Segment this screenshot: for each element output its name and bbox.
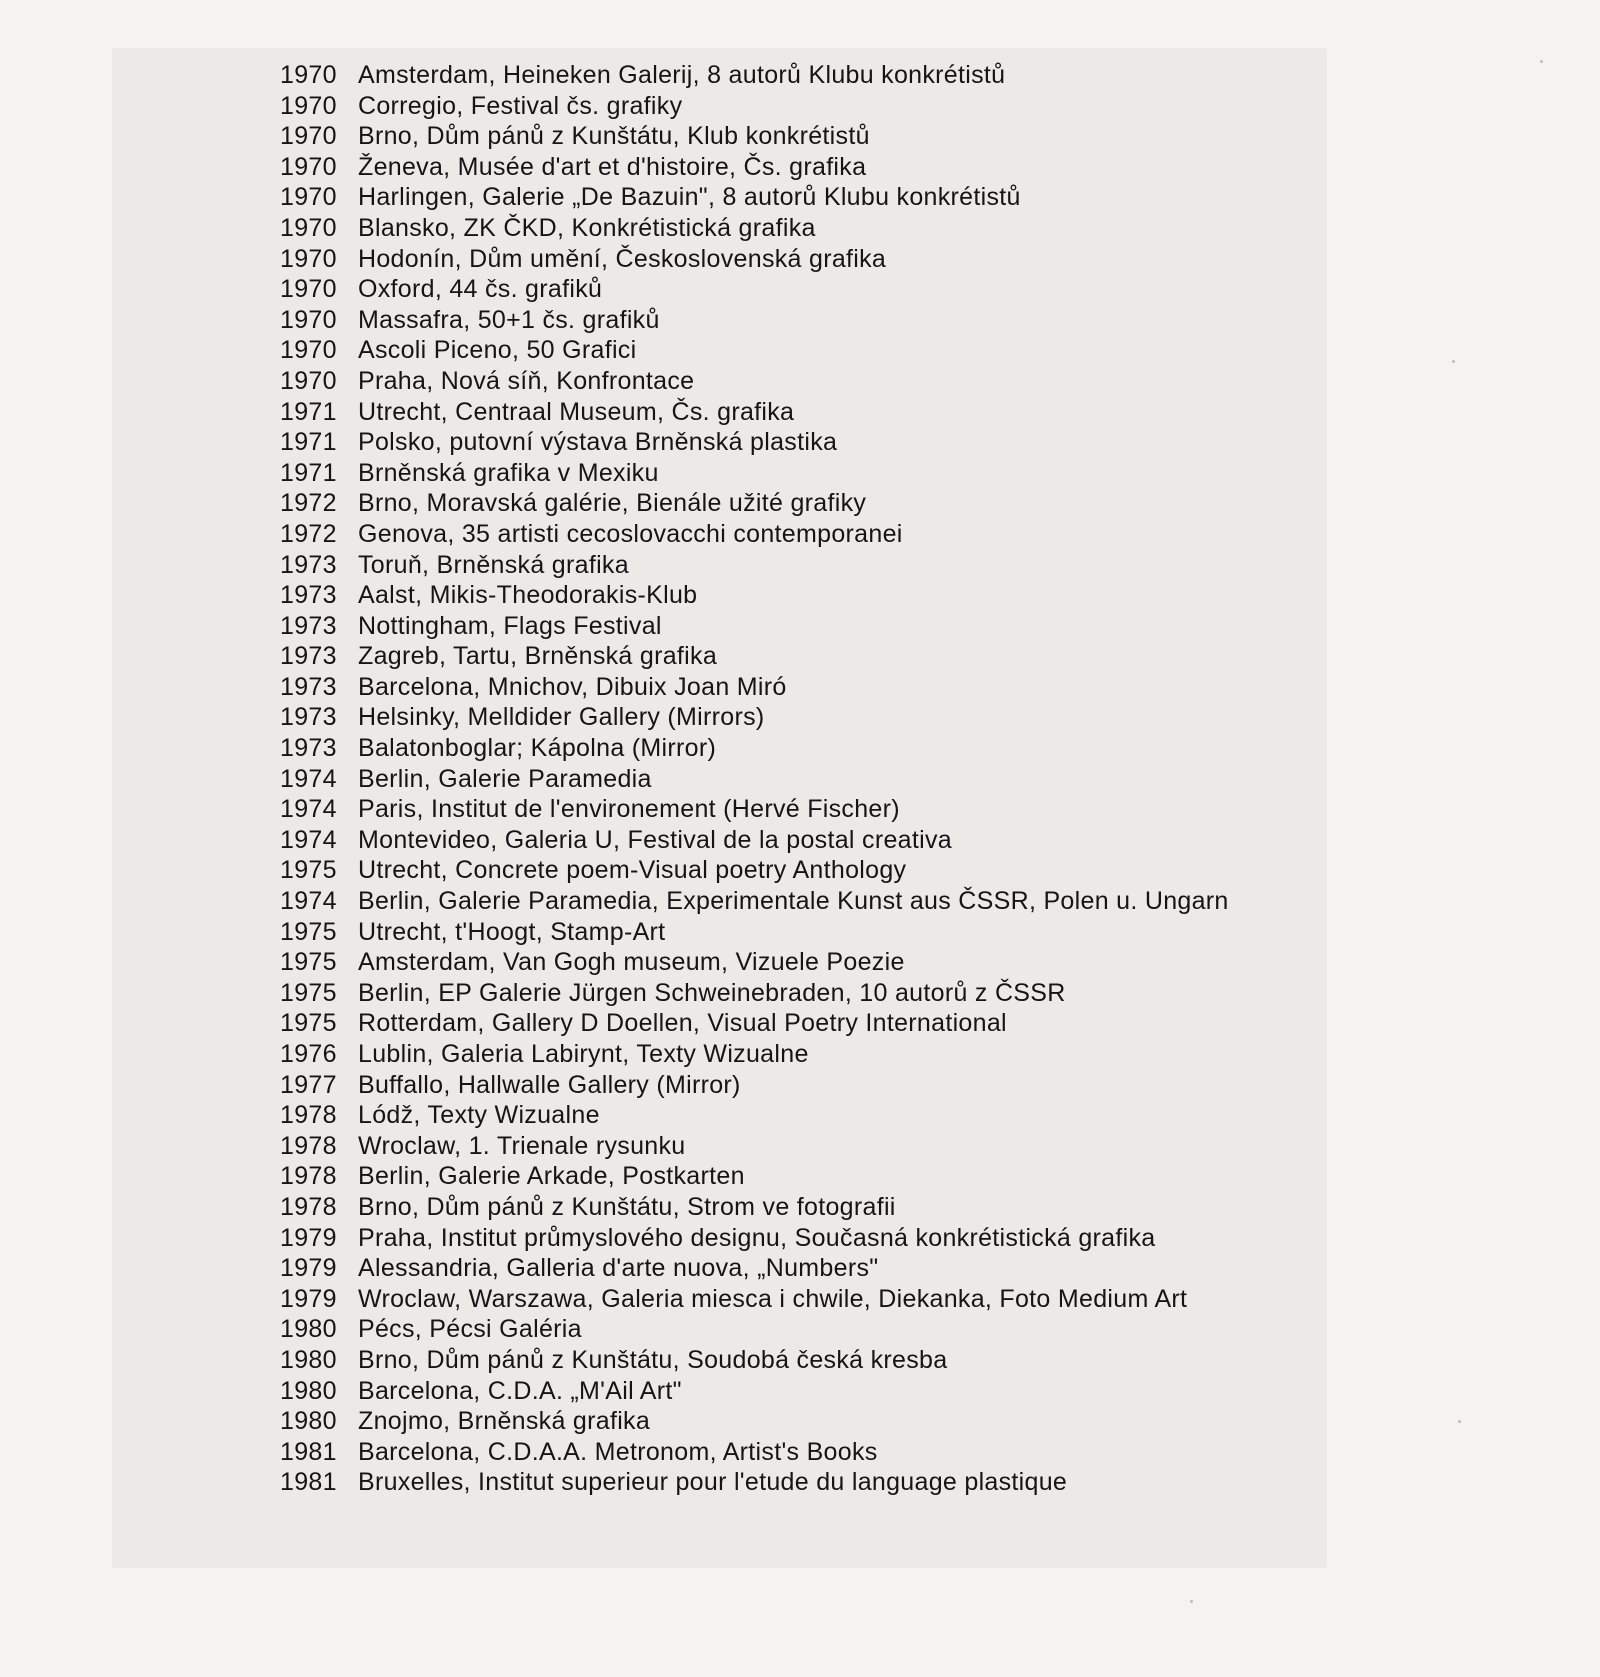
exhibition-entry	[280, 213, 1320, 244]
paper-speck	[1190, 1600, 1193, 1603]
exhibition-text: Barcelona, C.D.A. „M'Ail Art"	[358, 1376, 682, 1405]
exhibition-text: Barcelona, C.D.A.A. Metronom, Artist's Books	[358, 1437, 878, 1466]
exhibition-entry	[280, 366, 1320, 397]
exhibition-entry	[280, 397, 1320, 428]
exhibition-entry	[280, 488, 1320, 519]
exhibition-year: 1977	[280, 1070, 337, 1099]
exhibition-entry	[280, 947, 1320, 978]
paper-speck	[1458, 1420, 1461, 1423]
exhibition-year: 1971	[280, 397, 337, 426]
exhibition-year: 1972	[280, 489, 337, 518]
paper-speck	[1540, 60, 1543, 63]
exhibition-year: 1973	[280, 550, 337, 579]
exhibition-year: 1975	[280, 948, 337, 977]
exhibition-entry	[280, 550, 1320, 581]
exhibition-text: Harlingen, Galerie „De Bazuin", 8 autorů Klubu konkrétistů	[358, 183, 1021, 212]
exhibition-entry	[280, 91, 1320, 122]
exhibition-entry	[280, 641, 1320, 672]
exhibition-year: 1972	[280, 519, 337, 548]
exhibition-year: 1970	[280, 122, 337, 151]
exhibition-text: Ascoli Piceno, 50 Grafici	[358, 336, 637, 365]
exhibition-text: Berlin, Galerie Arkade, Postkarten	[358, 1162, 745, 1191]
exhibition-year: 1970	[280, 244, 337, 273]
exhibition-year: 1981	[280, 1437, 337, 1466]
exhibition-year: 1970	[280, 336, 337, 365]
exhibition-list	[280, 60, 1320, 1498]
exhibition-text: Paris, Institut de l'environement (Hervé Fischer)	[358, 795, 900, 824]
exhibition-entry	[280, 1314, 1320, 1345]
exhibition-entry	[280, 182, 1320, 213]
exhibition-entry	[280, 1284, 1320, 1315]
exhibition-text: Znojmo, Brněnská grafika	[358, 1407, 651, 1436]
exhibition-entry	[280, 1223, 1320, 1254]
exhibition-year: 1970	[280, 183, 337, 212]
exhibition-entry	[280, 1437, 1320, 1468]
exhibition-entry	[280, 60, 1320, 91]
exhibition-entry	[280, 458, 1320, 489]
exhibition-year: 1970	[280, 305, 337, 334]
exhibition-text: Brno, Dům pánů z Kunštátu, Klub konkrétistů	[358, 122, 870, 151]
exhibition-entry	[280, 121, 1320, 152]
exhibition-year: 1974	[280, 887, 337, 916]
exhibition-text: Utrecht, Concrete poem-Visual poetry Anthology	[358, 856, 907, 885]
exhibition-text: Amsterdam, Van Gogh museum, Vizuele Poezie	[358, 948, 905, 977]
exhibition-text: Nottingham, Flags Festival	[358, 611, 662, 640]
exhibition-entry	[280, 672, 1320, 703]
exhibition-entry	[280, 1253, 1320, 1284]
exhibition-year: 1973	[280, 734, 337, 763]
exhibition-text: Brno, Dům pánů z Kunštátu, Soudobá česká kresba	[358, 1345, 948, 1374]
exhibition-text: Wroclaw, Warszawa, Galeria miesca i chwile, Diekanka, Foto Medium Art	[358, 1284, 1188, 1313]
exhibition-text: Aalst, Mikis-Theodorakis-Klub	[358, 581, 698, 610]
exhibition-entry	[280, 1070, 1320, 1101]
exhibition-text: Bruxelles, Institut superieur pour l'etude du language plastique	[358, 1468, 1068, 1497]
exhibition-text: Berlin, Galerie Paramedia, Experimentale Kunst aus ČSSR, Polen u. Ungarn	[358, 887, 1229, 916]
exhibition-text: Praha, Institut průmyslového designu, Současná konkrétistická grafika	[358, 1223, 1156, 1252]
exhibition-year: 1970	[280, 152, 337, 181]
exhibition-year: 1980	[280, 1315, 337, 1344]
exhibition-text: Ženeva, Musée d'art et d'histoire, Čs. grafika	[358, 152, 867, 181]
exhibition-year: 1973	[280, 642, 337, 671]
exhibition-text: Utrecht, Centraal Museum, Čs. grafika	[358, 397, 795, 426]
exhibition-text: Rotterdam, Gallery D Doellen, Visual Poetry International	[358, 1009, 1007, 1038]
exhibition-entry	[280, 335, 1320, 366]
exhibition-entry	[280, 427, 1320, 458]
exhibition-year: 1970	[280, 275, 337, 304]
exhibition-entry	[280, 1345, 1320, 1376]
exhibition-entry	[280, 152, 1320, 183]
exhibition-entry	[280, 1008, 1320, 1039]
exhibition-year: 1979	[280, 1284, 337, 1313]
exhibition-entry	[280, 1192, 1320, 1223]
exhibition-entry	[280, 886, 1320, 917]
exhibition-entry	[280, 1467, 1320, 1498]
exhibition-entry	[280, 305, 1320, 336]
paper-speck	[1452, 360, 1455, 363]
exhibition-text: Corregio, Festival čs. grafiky	[358, 91, 683, 120]
exhibition-text: Wroclaw, 1. Trienale rysunku	[358, 1131, 686, 1160]
exhibition-text: Barcelona, Mnichov, Dibuix Joan Miró	[358, 672, 787, 701]
exhibition-text: Buffallo, Hallwalle Gallery (Mirror)	[358, 1070, 741, 1099]
exhibition-entry	[280, 1161, 1320, 1192]
exhibition-year: 1973	[280, 611, 337, 640]
exhibition-year: 1980	[280, 1345, 337, 1374]
exhibition-entry	[280, 855, 1320, 886]
exhibition-text: Lublin, Galeria Labirynt, Texty Wizualne	[358, 1040, 809, 1068]
exhibition-text: Alessandria, Galleria d'arte nuova, „Numbers"	[358, 1254, 879, 1283]
exhibition-text: Hodonín, Dům umění, Československá grafika	[358, 244, 887, 273]
exhibition-entry	[280, 825, 1320, 856]
exhibition-year: 1970	[280, 61, 337, 89]
exhibition-text: Blansko, ZK ČKD, Konkrétistická grafika	[358, 213, 816, 242]
exhibition-text: Lódž, Texty Wizualne	[358, 1101, 600, 1130]
exhibition-year: 1979	[280, 1223, 337, 1252]
exhibition-entry	[280, 917, 1320, 948]
exhibition-entry	[280, 580, 1320, 611]
exhibition-year: 1979	[280, 1254, 337, 1283]
exhibition-text: Utrecht, t'Hoogt, Stamp-Art	[358, 917, 666, 946]
exhibition-text: Genova, 35 artisti cecoslovacchi contemporanei	[358, 519, 903, 548]
exhibition-year: 1974	[280, 764, 337, 793]
exhibition-entry	[280, 794, 1320, 825]
exhibition-year: 1980	[280, 1376, 337, 1405]
exhibition-text: Berlin, Galerie Paramedia	[358, 764, 652, 793]
exhibition-year: 1973	[280, 703, 337, 732]
exhibition-entry	[280, 733, 1320, 764]
exhibition-year: 1970	[280, 91, 337, 120]
exhibition-text: Zagreb, Tartu, Brněnská grafika	[358, 642, 718, 671]
exhibition-year: 1971	[280, 458, 337, 487]
exhibition-text: Toruň, Brněnská grafika	[358, 550, 629, 579]
exhibition-entry	[280, 519, 1320, 550]
exhibition-year: 1970	[280, 366, 337, 395]
exhibition-year: 1978	[280, 1192, 337, 1221]
exhibition-entry	[280, 764, 1320, 795]
exhibition-text: Praha, Nová síň, Konfrontace	[358, 366, 695, 395]
exhibition-entry	[280, 1131, 1320, 1162]
exhibition-year: 1978	[280, 1131, 337, 1160]
exhibition-year: 1978	[280, 1162, 337, 1191]
exhibition-text: Pécs, Pécsi Galéria	[358, 1315, 582, 1344]
exhibition-text: Polsko, putovní výstava Brněnská plastika	[358, 428, 838, 457]
exhibition-entry	[280, 1376, 1320, 1407]
exhibition-text: Brno, Moravská galérie, Bienále užité grafiky	[358, 489, 867, 518]
exhibition-year: 1973	[280, 581, 337, 610]
exhibition-entry	[280, 611, 1320, 642]
exhibition-year: 1976	[280, 1040, 337, 1068]
exhibition-text: Montevideo, Galeria U, Festival de la postal creativa	[358, 825, 952, 854]
exhibition-year: 1975	[280, 978, 337, 1007]
exhibition-text: Amsterdam, Heineken Galerij, 8 autorů Klubu konkrétistů	[358, 61, 1006, 89]
exhibition-text: Brněnská grafika v Mexiku	[358, 458, 659, 487]
exhibition-entry	[280, 702, 1320, 733]
exhibition-year: 1970	[280, 213, 337, 242]
exhibition-year: 1975	[280, 856, 337, 885]
exhibition-year: 1975	[280, 1009, 337, 1038]
exhibition-year: 1973	[280, 672, 337, 701]
exhibition-entry	[280, 1039, 1320, 1070]
exhibition-year: 1974	[280, 825, 337, 854]
exhibition-entry	[280, 1406, 1320, 1437]
exhibition-year: 1981	[280, 1468, 337, 1497]
exhibition-text: Massafra, 50+1 čs. grafiků	[358, 305, 660, 334]
exhibition-text: Brno, Dům pánů z Kunštátu, Strom ve fotografii	[358, 1192, 896, 1221]
exhibition-text: Helsinky, Melldider Gallery (Mirrors)	[358, 703, 765, 732]
exhibition-entry	[280, 978, 1320, 1009]
exhibition-text: Balatonboglar; Kápolna (Mirror)	[358, 734, 717, 763]
exhibition-text: Berlin, EP Galerie Jürgen Schweinebraden, 10 autorů z ČSSR	[358, 978, 1066, 1007]
exhibition-entry	[280, 1100, 1320, 1131]
exhibition-year: 1975	[280, 917, 337, 946]
exhibition-year: 1971	[280, 428, 337, 457]
exhibition-entry	[280, 244, 1320, 275]
exhibition-year: 1980	[280, 1407, 337, 1436]
exhibition-text: Oxford, 44 čs. grafiků	[358, 275, 603, 304]
exhibition-year: 1978	[280, 1101, 337, 1130]
exhibition-entry	[280, 274, 1320, 305]
exhibition-year: 1974	[280, 795, 337, 824]
